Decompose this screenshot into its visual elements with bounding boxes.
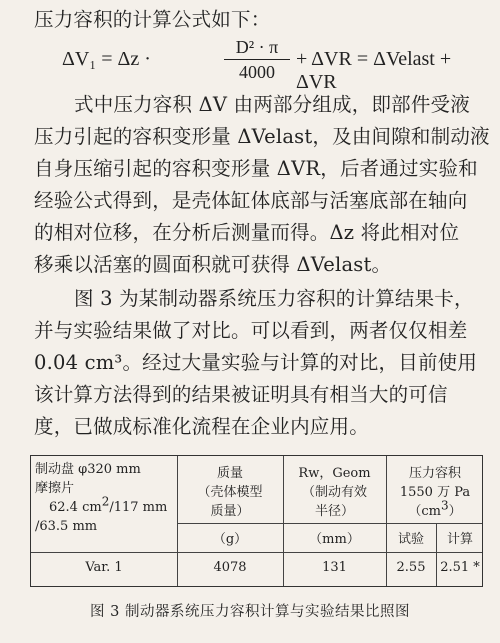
fraction-numerator: D² · π xyxy=(235,37,279,57)
formula-rhs: + ΔVR = ΔVelast + ΔVR xyxy=(296,48,452,93)
mass-unit: （g） xyxy=(212,532,248,547)
brake-spec-line: 制动盘 φ320 mm xyxy=(35,462,141,477)
paragraph-1-line-2: 压力引起的容积变形量 ΔVelast，及由间隙和制动液 xyxy=(34,125,490,148)
calc-column-header: 计算 xyxy=(446,532,473,547)
paragraph-1-line-4: 经验公式得到，是壳体缸体底部与活塞底部在轴向 xyxy=(34,189,468,212)
paragraph-2-line-2: 并与实验结果做了对比。可以看到，两者仅仅相差 xyxy=(34,319,468,342)
brake-spec-line: 摩擦片 xyxy=(35,481,75,496)
fraction-denominator: 4000 xyxy=(239,62,275,82)
results-table xyxy=(30,455,483,587)
radius-header: Rw，Geom （制动有效 半径） xyxy=(298,466,371,519)
paragraph-1-line-1: 式中压力容积 ΔV 由两部分组成，即部件受液 xyxy=(74,93,470,116)
formula-heading: 压力容积的计算公式如下： xyxy=(34,8,271,31)
paragraph-2-line-4: 该计算方法得到的结果被证明具有相当大的可信 xyxy=(34,383,448,406)
paragraph-2-line-3: 0.04 cm³。经过大量实验与计算的对比，目前使用 xyxy=(34,351,478,374)
brake-spec-line: 62.4 $cm^2/117$ mm xyxy=(49,494,168,515)
table-divider xyxy=(31,552,482,553)
paragraph-1-line-3: 自身压缩引起的容积变形量 ΔVR，后者通过实验和 xyxy=(34,157,478,180)
row-mass: 4078 xyxy=(213,560,247,575)
paragraph-1-line-6: 移乘以活塞的圆面积就可获得 ΔVelast。 xyxy=(34,253,392,276)
mass-header: 质量 （壳体模型 质量） xyxy=(197,466,263,519)
test-column-header: 试验 xyxy=(397,532,424,547)
row-test: 2.55 xyxy=(396,560,426,575)
paragraph-1-line-5: 的相对位移，在分析后测量而得。Δz 将此相对位 xyxy=(34,221,460,244)
radius-unit: （mm） xyxy=(309,532,360,547)
row-calc: 2.51 * xyxy=(440,560,480,575)
volume-formula xyxy=(62,36,482,93)
brake-spec-line: /63.5 mm xyxy=(35,519,98,534)
fraction-bar xyxy=(224,59,290,60)
paragraph-2-line-5: 度，已做成标准化流程在企业内应用。 xyxy=(34,415,369,438)
figure-caption: 图 3 制动器系统压力容积计算与实验结果比照图 xyxy=(90,604,410,620)
brake-spec-cell xyxy=(35,460,177,536)
formula-lhs: ΔV₁ = Δz · xyxy=(62,48,151,70)
table-divider xyxy=(177,523,482,524)
row-variant: Var. 1 xyxy=(85,560,123,575)
row-radius: 131 xyxy=(322,560,347,575)
paragraph-2-line-1: 图 3 为某制动器系统压力容积的计算结果卡， xyxy=(74,287,474,310)
pressure-volume-header: 压力容积 1550 万 Pa $(cm^3)$ xyxy=(399,466,471,519)
formula-fraction xyxy=(224,36,290,83)
